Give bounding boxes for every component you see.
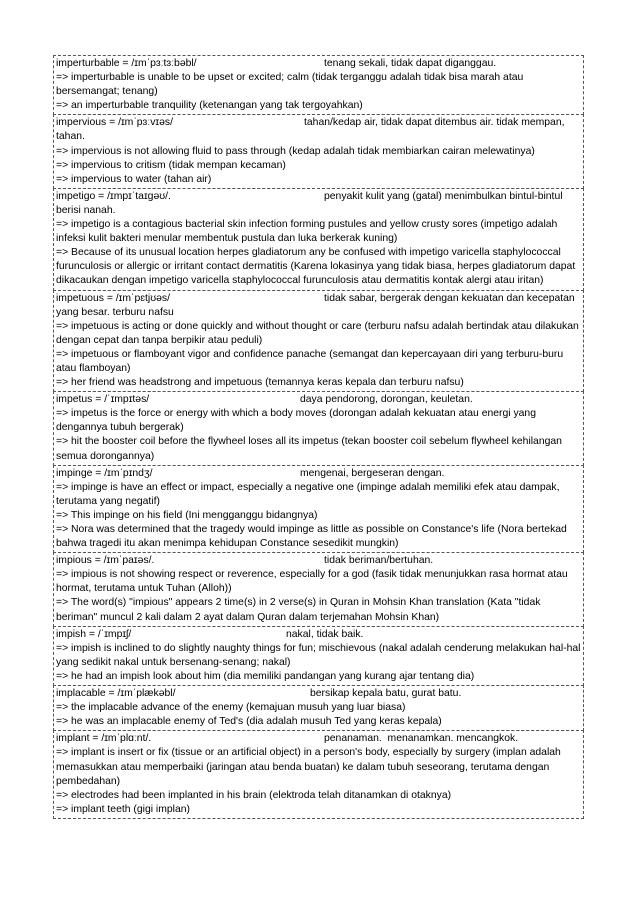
dictionary-entry [53, 114, 584, 188]
entry-headline [56, 57, 581, 71]
entry-word: impious = /ɪmˈpaɪəs/. [56, 555, 155, 567]
entry-word: impish = /ˈɪmpɪʃ/ [56, 628, 132, 640]
entry-definition: tahan/kedap air, tidak dapat ditembus air. tidak mempan, tahan. [56, 117, 568, 143]
entry-word: impinge = /ɪmˈpɪndʒ/ [56, 467, 153, 479]
example-line: => impinge is have an effect or impact, especially a negative one (impinge adalah memiliki efek atau dampak, terutama yang negatif) [56, 481, 563, 507]
example-line: => impetuous is acting or done quickly and without thought or care (terburu nafsu adalah bertindak atau dilakukan dengan cepat dan tanpa berpikir atau peduli) [56, 320, 582, 346]
example-line: => impervious is not allowing fluid to pass through (kedap adalah tidak membiarkan cairan melewatinya) [56, 145, 535, 157]
entry-word: impetus = /ˈɪmpɪtəs/ [56, 394, 150, 406]
entry-headline [56, 554, 581, 568]
entry-word: implant = /ɪmˈplɑːnt/. [56, 733, 152, 745]
entry-definition: daya pendorong, dorongan, keuletan. [300, 394, 473, 406]
entry-headline [56, 393, 581, 407]
entry-definition: penyakit kulit yang (gatal) menimbulkan bintul-bintul berisi nanah. [56, 190, 566, 216]
dictionary-entry [53, 290, 584, 393]
entry-headline [56, 628, 581, 642]
entry-definition: bersikap kepala batu, gurat batu. [310, 688, 462, 700]
entry-headline [56, 292, 581, 320]
example-line: => he was an implacable enemy of Ted's (dia adalah musuh Ted yang keras kepala) [56, 716, 442, 728]
dictionary-document [53, 56, 584, 819]
example-line: => impious is not showing respect or reverence, especially for a god (fasik tidak menunjukkan rasa hormat atau hormat, terutama untuk Tuhan (Alloh)) [56, 569, 571, 595]
entry-definition: penanaman. menanamkan. mencangkok. [324, 733, 519, 745]
example-line: => impetus is the force or energy with which a body moves (dorongan adalah kekuatan atau energi yang dengannya tubuh bergerak) [56, 408, 539, 434]
entry-headline [56, 687, 581, 701]
example-line: => implant teeth (gigi implan) [56, 803, 190, 815]
example-line: => Because of its unusual location herpes gladiatorum any be confused with impetigo varicella staphylococcal furunculosis or allergic or irritant contact dermatitis (Karena lokasinya yang tidak biasa, herpes gladiatorum dapat dikacaukan dengan impetigo varicella staphylococcal furunculosis atau dermatitis kontak alergi atau iritan) [56, 247, 579, 287]
dictionary-entry [53, 188, 584, 291]
dictionary-entry [53, 55, 584, 115]
example-line: => electrodes had been implanted in his brain (elektroda telah ditanamkan di otaknya) [56, 789, 452, 801]
example-line: => hit the booster coil before the flywheel loses all its impetus (tekan booster coil sebelum flywheel kehilangan semua dorongannya) [56, 436, 565, 462]
example-line: => Nora was determined that the tragedy would impinge as little as possible on Constance's life (Nora bertekad bahwa tragedi itu akan menimpa kehidupan Constance sesedikit mungkin) [56, 524, 570, 550]
entry-headline [56, 190, 581, 218]
dictionary-entry [53, 391, 584, 465]
entry-definition: nakal, tidak baik. [286, 628, 364, 640]
entry-definition: tidak beriman/bertuhan. [324, 555, 434, 567]
example-line: => impish is inclined to do slightly naughty things for fun; mischievous (nakal adalah cenderung melakukan hal-hal yang sedikit nakal untuk bersenang-senang; nakal) [56, 642, 584, 668]
example-line: => impetuous or flamboyant vigor and confidence panache (semangat dan kepercayaan diri yang terburu-buru atau flamboyan) [56, 348, 567, 374]
entry-word: impetuous = /ɪmˈpɛtjʊəs/ [56, 292, 170, 304]
dictionary-entry [53, 626, 584, 686]
dictionary-entry [53, 465, 584, 554]
example-line: => an imperturbable tranquility (ketenangan yang tak tergoyahkan) [56, 100, 363, 112]
entry-definition: tidak sabar, bergerak dengan kekuatan dan kecepatan yang besar. terburu nafsu [56, 292, 578, 318]
entry-definition: tenang sekali, tidak dapat diganggau. [324, 58, 497, 69]
example-line: => the implacable advance of the enemy (kemajuan musuh yang luar biasa) [56, 702, 406, 714]
example-line: => imperturbable is unable to be upset or excited; calm (tidak terganggu adalah tidak bisa marah atau bersemangat; tenang) [56, 72, 527, 98]
dictionary-entry [53, 685, 584, 731]
example-line: => This impinge on his field (Ini mengganggu bidangnya) [56, 509, 318, 521]
example-line: => impetigo is a contagious bacterial skin infection forming pustules and yellow crusty sores (impetigo adalah infeksi kulit bakteri menular membentuk pustula dan luka berkerak kuning) [56, 219, 561, 245]
example-line: => her friend was headstrong and impetuous (temannya keras kepala dan terburu nafsu) [56, 377, 464, 389]
entry-word: imperturbable = /ɪmˈpɜːtɜːbəbl/ [56, 58, 197, 69]
example-line: => he had an impish look about him (dia memiliki pandangan yang kurang ajar tentang dia) [56, 670, 475, 682]
entry-headline [56, 467, 581, 481]
entry-definition: mengenai, bergeseran dengan. [300, 467, 445, 479]
entry-word: impervious = /ɪmˈpɜːvɪəs/ [56, 117, 173, 129]
example-line: => The word(s) "impious" appears 2 time(s) in 2 verse(s) in Quran in Mohsin Khan translation (Kata "tidak beriman" muncul 2 kali dalam 2 ayat dalam Quran dalam terjemahan Mohsin Khan) [56, 597, 544, 623]
entry-headline [56, 116, 581, 144]
example-line: => impervious to critism (tidak mempan kecaman) [56, 159, 286, 171]
entry-word: impetigo = /ɪmpɪˈtaɪgəʊ/. [56, 190, 171, 202]
example-line: => impervious to water (tahan air) [56, 173, 212, 185]
example-line: => implant is insert or fix (tissue or an artificial object) in a person's body, especially by surgery (implan adalah memasukkan atau memperbaiki (jaringan atau benda buatan) ke dalam tubuh seseorang, terutama dengan pembedahan) [56, 747, 564, 787]
entry-word: implacable = /ɪmˈplækəbl/ [56, 688, 176, 700]
dictionary-entry [53, 552, 584, 626]
dictionary-entry [53, 730, 584, 819]
entry-headline [56, 732, 581, 746]
